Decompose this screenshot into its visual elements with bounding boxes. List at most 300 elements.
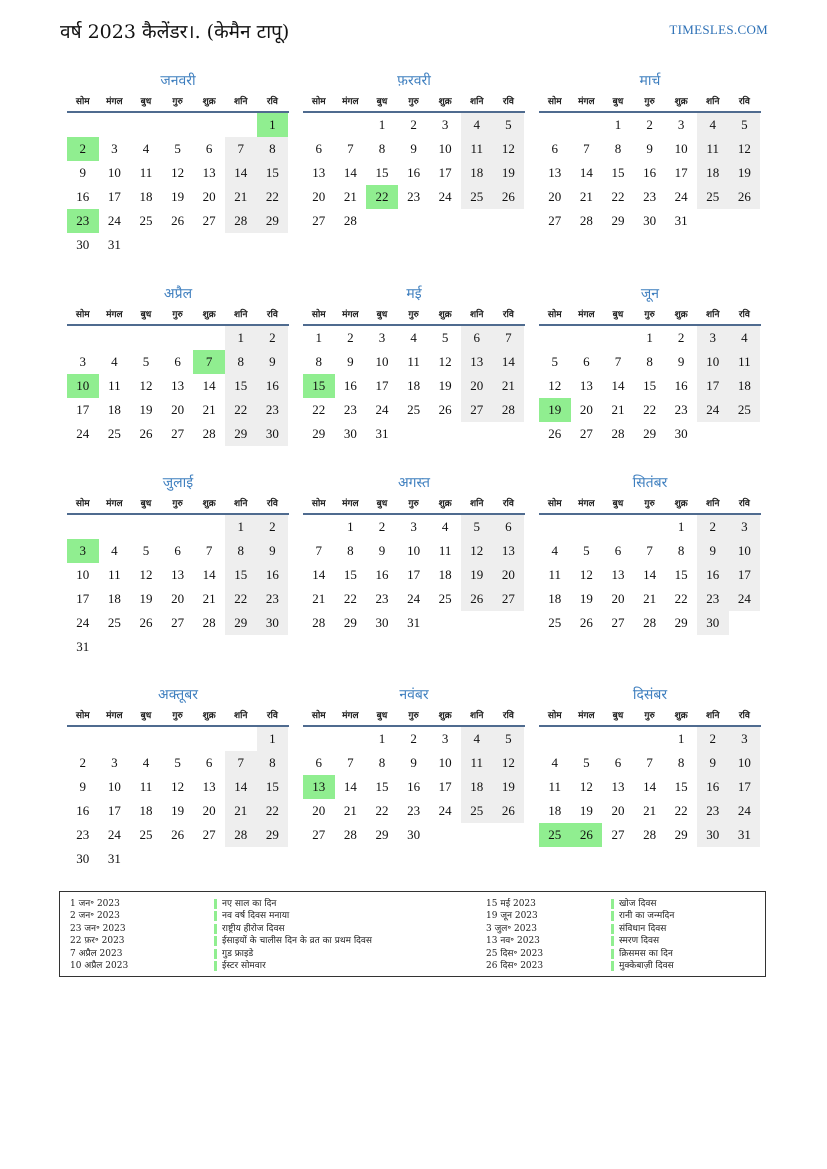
day-cell: 8 — [347, 543, 354, 558]
day-cell: 2 — [410, 731, 417, 746]
day-cell: 4 — [142, 755, 150, 770]
day-cell: 17 — [375, 378, 389, 393]
weekday-label: शुक्र — [674, 97, 688, 107]
day-cell: 29 — [375, 827, 389, 842]
day-cell: 28 — [225, 823, 257, 847]
month-name: मई — [406, 286, 422, 302]
weekday-header — [303, 304, 525, 326]
day-cell: 29 — [674, 615, 688, 630]
day-cell: 3 — [677, 117, 685, 132]
weekday-label: शनि — [470, 499, 484, 509]
legend-holiday-name: स्मरण दिवस — [619, 936, 660, 947]
day-cell: 28 — [202, 615, 216, 630]
day-cell: 29 — [674, 827, 688, 842]
legend-date: 26 दिस॰ 2023 — [486, 961, 544, 971]
day-cell: 5 — [142, 543, 150, 558]
day-cell: 21 — [343, 189, 357, 204]
month-name: दिसंबर — [632, 687, 668, 703]
empty-day-cell — [99, 727, 131, 751]
day-cell: 11 — [697, 137, 729, 161]
day-cell: 29 — [257, 823, 289, 847]
weekday-label: मंगल — [578, 499, 595, 509]
day-cell: 8 — [646, 354, 653, 369]
empty-day-cell — [99, 326, 131, 350]
day-cell: 6 — [205, 755, 213, 770]
day-cell: 5 — [583, 543, 590, 558]
day-cell: 19 — [438, 378, 452, 393]
day-cell: 2 — [697, 727, 729, 751]
month-block — [539, 71, 761, 233]
legend-date: 19 जून 2023 — [486, 911, 538, 922]
day-cell: 5 — [583, 755, 590, 770]
day-cell: 28 — [579, 213, 593, 228]
day-cell: 7 — [646, 755, 653, 770]
empty-day-cell — [571, 515, 603, 539]
day-cell: 2 — [646, 117, 653, 132]
day-cell: 28 — [225, 209, 257, 233]
day-cell: 24 — [107, 213, 121, 228]
day-cell: 12 — [139, 567, 153, 582]
day-cell: 24 — [697, 398, 729, 422]
empty-day-cell — [130, 326, 162, 350]
weekday-label: गुरु — [408, 499, 419, 509]
empty-day-cell — [225, 727, 257, 751]
day-cell: 14 — [611, 378, 625, 393]
day-cell: 4 — [461, 113, 493, 137]
day-cell: 15 — [674, 567, 688, 582]
day-cell: 28 — [202, 426, 216, 441]
day-cell: 19 — [171, 803, 185, 818]
day-cell: 13 — [202, 165, 216, 180]
day-cell: 17 — [107, 803, 121, 818]
weekday-label: बुध — [612, 97, 624, 107]
day-cell: 20 — [202, 189, 216, 204]
day-cell: 23 — [643, 189, 657, 204]
day-cell: 27 — [202, 213, 216, 228]
day-cell: 5 — [493, 727, 525, 751]
month-block — [303, 685, 525, 847]
day-cell: 25 — [107, 615, 121, 630]
day-cell: 24 — [674, 189, 688, 204]
day-cell: 29 — [343, 615, 357, 630]
day-cell: 13 — [579, 378, 593, 393]
day-cell: 26 — [493, 185, 525, 209]
day-cell: 19 — [461, 563, 493, 587]
month-name: जुलाई — [162, 475, 194, 491]
day-cell: 5 — [551, 354, 559, 369]
day-cell: 30 — [76, 851, 90, 866]
day-cell: 6 — [174, 543, 181, 558]
day-cell: 7 — [225, 751, 257, 775]
day-grid — [303, 515, 525, 635]
day-cell: 9 — [677, 354, 685, 369]
weekday-label: रवि — [738, 711, 750, 721]
day-cell: 28 — [611, 426, 625, 441]
empty-day-cell — [162, 326, 194, 350]
legend-holiday-name: रानी का जन्मदिन — [619, 911, 675, 922]
day-cell: 31 — [674, 213, 688, 228]
day-cell: 16 — [257, 563, 289, 587]
day-cell: 16 — [697, 775, 729, 799]
day-cell: 21 — [202, 591, 216, 606]
day-cell: 22 — [674, 591, 688, 606]
empty-day-cell — [193, 326, 225, 350]
weekday-label: शनि — [706, 97, 720, 107]
weekday-label: बुध — [612, 711, 624, 721]
day-cell: 8 — [257, 137, 289, 161]
day-cell: 24 — [729, 587, 761, 611]
day-cell: 1 — [315, 330, 323, 345]
weekday-label: सोम — [75, 711, 90, 721]
holiday-day-cell: 26 — [571, 823, 603, 847]
day-cell: 9 — [79, 779, 87, 794]
legend-holiday-marker — [611, 899, 614, 909]
legend-holiday-marker — [214, 949, 217, 959]
day-cell: 5 — [461, 515, 493, 539]
weekday-label: गुरु — [644, 711, 655, 721]
legend-holiday-marker — [611, 936, 614, 946]
day-cell: 4 — [111, 354, 118, 369]
legend-date: 2 जन॰ 2023 — [70, 911, 120, 922]
day-cell: 18 — [461, 161, 493, 185]
empty-day-cell — [225, 113, 257, 137]
weekday-label: बुध — [140, 97, 152, 107]
day-cell: 12 — [579, 567, 593, 582]
day-cell: 15 — [375, 779, 389, 794]
day-cell: 15 — [225, 563, 257, 587]
weekday-header — [67, 304, 289, 326]
day-cell: 13 — [171, 567, 185, 582]
day-cell: 8 — [378, 755, 386, 770]
day-cell: 30 — [375, 615, 389, 630]
day-cell: 4 — [461, 727, 493, 751]
day-cell: 1 — [378, 731, 386, 746]
day-cell: 26 — [579, 615, 593, 630]
weekday-label: मंगल — [342, 711, 359, 721]
site-link[interactable]: TIMESLES.COM — [669, 22, 768, 37]
day-cell: 15 — [674, 779, 688, 794]
day-cell: 1 — [347, 519, 354, 534]
day-cell: 1 — [677, 519, 685, 534]
day-cell: 1 — [646, 330, 653, 345]
day-cell: 4 — [142, 141, 150, 156]
day-cell: 31 — [407, 615, 421, 630]
day-cell: 15 — [257, 775, 289, 799]
holiday-legend — [59, 891, 766, 977]
day-cell: 10 — [107, 165, 121, 180]
day-cell: 6 — [614, 755, 622, 770]
weekday-label: मंगल — [106, 310, 123, 320]
day-cell: 25 — [407, 402, 421, 417]
day-cell: 5 — [441, 330, 449, 345]
empty-day-cell — [130, 515, 162, 539]
day-cell: 12 — [171, 779, 185, 794]
weekday-label: सोम — [75, 310, 90, 320]
day-cell: 17 — [729, 563, 761, 587]
legend-date: 1 जन॰ 2023 — [70, 899, 120, 909]
weekday-label: बुध — [376, 97, 388, 107]
legend-holiday-marker — [214, 961, 217, 971]
day-cell: 20 — [548, 189, 562, 204]
day-cell: 7 — [614, 354, 622, 369]
day-grid — [303, 113, 525, 233]
day-cell: 18 — [107, 591, 121, 606]
day-cell: 25 — [139, 827, 153, 842]
weekday-label: मंगल — [106, 711, 123, 721]
day-cell: 17 — [438, 779, 452, 794]
day-cell: 12 — [139, 378, 153, 393]
day-cell: 11 — [139, 165, 153, 180]
month-block — [539, 284, 761, 446]
day-cell: 16 — [407, 165, 421, 180]
weekday-header — [67, 91, 289, 113]
day-cell: 24 — [76, 615, 90, 630]
empty-day-cell — [67, 113, 99, 137]
day-cell: 9 — [378, 543, 386, 558]
empty-day-cell — [99, 113, 131, 137]
weekday-label: सोम — [547, 711, 562, 721]
weekday-label: शुक्र — [438, 499, 452, 509]
day-cell: 27 — [202, 827, 216, 842]
day-cell: 19 — [493, 775, 525, 799]
day-cell: 12 — [493, 137, 525, 161]
legend-holiday-marker — [611, 961, 614, 971]
day-cell: 5 — [174, 755, 181, 770]
day-cell: 30 — [697, 611, 729, 635]
weekday-label: मंगल — [342, 310, 359, 320]
day-cell: 22 — [257, 799, 289, 823]
holiday-day-cell: 22 — [366, 185, 398, 209]
day-cell: 26 — [139, 426, 153, 441]
day-cell: 26 — [171, 827, 185, 842]
day-cell: 7 — [225, 137, 257, 161]
day-cell: 11 — [407, 354, 420, 369]
legend-holiday-name: खोज दिवस — [619, 899, 657, 909]
day-cell: 1 — [257, 727, 289, 751]
day-cell: 27 — [611, 615, 625, 630]
day-cell: 11 — [548, 779, 562, 794]
empty-day-cell — [303, 727, 335, 751]
day-cell: 11 — [438, 543, 452, 558]
day-cell: 26 — [139, 615, 153, 630]
day-cell: 22 — [343, 591, 357, 606]
day-cell: 26 — [438, 402, 452, 417]
day-cell: 29 — [225, 611, 257, 635]
day-cell: 7 — [646, 543, 653, 558]
month-name: अगस्त — [397, 475, 430, 491]
day-cell: 13 — [171, 378, 185, 393]
legend-holiday-marker — [611, 924, 614, 934]
weekday-label: मंगल — [106, 499, 123, 509]
day-cell: 23 — [257, 398, 289, 422]
weekday-label: बुध — [612, 310, 624, 320]
day-cell: 12 — [579, 779, 593, 794]
weekday-label: गुरु — [172, 310, 183, 320]
day-cell: 3 — [410, 519, 417, 534]
day-cell: 3 — [111, 755, 118, 770]
empty-day-cell — [99, 515, 131, 539]
weekday-label: शनि — [706, 499, 720, 509]
day-cell: 29 — [643, 426, 657, 441]
day-cell: 3 — [441, 117, 449, 132]
holiday-day-cell: 3 — [67, 539, 99, 563]
day-cell: 8 — [378, 141, 386, 156]
day-cell: 6 — [205, 141, 213, 156]
day-cell: 13 — [611, 779, 625, 794]
weekday-header — [539, 493, 761, 515]
day-cell: 10 — [697, 350, 729, 374]
day-cell: 2 — [677, 330, 685, 345]
day-cell: 4 — [410, 330, 417, 345]
day-cell: 18 — [548, 591, 562, 606]
month-block — [67, 685, 289, 871]
day-cell: 2 — [79, 755, 87, 770]
day-cell: 24 — [107, 827, 121, 842]
day-cell: 18 — [548, 803, 562, 818]
month-name: नवंबर — [399, 687, 429, 703]
day-cell: 26 — [493, 799, 525, 823]
day-cell: 21 — [643, 591, 657, 606]
month-name: जून — [640, 286, 660, 302]
empty-day-cell — [130, 727, 162, 751]
holiday-day-cell: 10 — [67, 374, 99, 398]
day-cell: 27 — [312, 827, 326, 842]
day-cell: 13 — [202, 779, 216, 794]
day-cell: 31 — [76, 639, 90, 654]
day-cell: 18 — [139, 803, 153, 818]
day-cell: 23 — [697, 587, 729, 611]
day-cell: 31 — [375, 426, 389, 441]
day-cell: 16 — [643, 165, 657, 180]
day-grid — [303, 727, 525, 847]
day-cell: 8 — [225, 539, 257, 563]
empty-day-cell — [193, 515, 225, 539]
day-cell: 22 — [312, 402, 326, 417]
weekday-label: रवि — [738, 97, 750, 107]
weekday-label: गुरु — [408, 711, 419, 721]
day-cell: 7 — [205, 543, 213, 558]
day-cell: 5 — [174, 141, 181, 156]
day-cell: 21 — [611, 402, 625, 417]
weekday-label: शनि — [706, 310, 720, 320]
day-cell: 28 — [343, 827, 357, 842]
weekday-label: सोम — [311, 499, 326, 509]
day-cell: 23 — [375, 591, 389, 606]
day-cell: 25 — [697, 185, 729, 209]
weekday-label: शनि — [234, 499, 248, 509]
weekday-label: रवि — [738, 499, 750, 509]
legend-holiday-marker — [214, 899, 217, 909]
holiday-day-cell: 15 — [303, 374, 335, 398]
day-cell: 18 — [407, 378, 421, 393]
month-block — [539, 685, 761, 847]
day-cell: 11 — [461, 137, 493, 161]
day-cell: 23 — [407, 803, 421, 818]
day-cell: 4 — [551, 543, 559, 558]
weekday-label: रवि — [266, 310, 278, 320]
day-cell: 25 — [139, 213, 153, 228]
weekday-label: शुक्र — [202, 711, 216, 721]
day-cell: 20 — [611, 591, 625, 606]
empty-day-cell — [602, 727, 634, 751]
day-cell: 13 — [312, 165, 326, 180]
day-cell: 14 — [643, 567, 657, 582]
holiday-day-cell: 1 — [257, 113, 289, 137]
day-cell: 9 — [257, 539, 289, 563]
legend-holiday-marker — [611, 949, 614, 959]
month-block — [303, 71, 525, 233]
day-cell: 20 — [171, 402, 185, 417]
day-cell: 1 — [225, 326, 257, 350]
day-cell: 5 — [142, 354, 150, 369]
legend-holiday-name: राष्ट्रीय हीरोज दिवस — [222, 923, 285, 934]
day-cell: 20 — [312, 189, 326, 204]
day-cell: 28 — [643, 827, 657, 842]
day-cell: 12 — [493, 751, 525, 775]
day-grid — [539, 113, 761, 233]
day-cell: 21 — [643, 803, 657, 818]
day-cell: 10 — [438, 755, 452, 770]
page-title: वर्ष 2023 कैलेंडर।. (केमैन टापू) — [60, 21, 290, 43]
legend-date: 10 अप्रैल 2023 — [70, 961, 129, 971]
legend-date: 22 फ़र॰ 2023 — [70, 936, 125, 947]
weekday-label: मंगल — [578, 97, 595, 107]
day-cell: 3 — [378, 330, 386, 345]
empty-day-cell — [634, 727, 666, 751]
day-cell: 22 — [225, 587, 257, 611]
empty-day-cell — [193, 727, 225, 751]
day-cell: 23 — [76, 827, 90, 842]
weekday-label: शनि — [470, 310, 484, 320]
weekday-label: शुक्र — [202, 97, 216, 107]
weekday-label: गुरु — [644, 499, 655, 509]
weekday-label: मंगल — [342, 499, 359, 509]
day-cell: 14 — [202, 567, 216, 582]
weekday-label: शुक्र — [438, 97, 452, 107]
day-cell: 9 — [697, 539, 729, 563]
weekday-label: गुरु — [644, 97, 655, 107]
day-cell: 9 — [79, 165, 87, 180]
day-cell: 21 — [225, 799, 257, 823]
weekday-label: रवि — [266, 499, 278, 509]
day-grid — [67, 113, 289, 257]
weekday-label: मंगल — [342, 97, 359, 107]
day-cell: 18 — [139, 189, 153, 204]
day-cell: 20 — [493, 563, 525, 587]
day-cell: 16 — [674, 378, 688, 393]
day-cell: 2 — [257, 326, 289, 350]
empty-day-cell — [67, 727, 99, 751]
day-grid — [539, 515, 761, 635]
weekday-label: शनि — [470, 97, 484, 107]
day-cell: 27 — [611, 827, 625, 842]
day-cell: 29 — [257, 209, 289, 233]
weekday-label: शनि — [234, 711, 248, 721]
empty-day-cell — [571, 113, 603, 137]
day-cell: 7 — [315, 543, 323, 558]
weekday-label: रवि — [266, 711, 278, 721]
day-cell: 30 — [76, 237, 90, 252]
holiday-day-cell: 7 — [193, 350, 225, 374]
day-cell: 28 — [312, 615, 326, 630]
weekday-label: बुध — [376, 499, 388, 509]
day-cell: 1 — [677, 731, 685, 746]
day-grid — [539, 727, 761, 847]
empty-day-cell — [335, 727, 367, 751]
weekday-label: सोम — [547, 97, 562, 107]
month-name: फ़रवरी — [397, 73, 431, 89]
empty-day-cell — [335, 113, 367, 137]
